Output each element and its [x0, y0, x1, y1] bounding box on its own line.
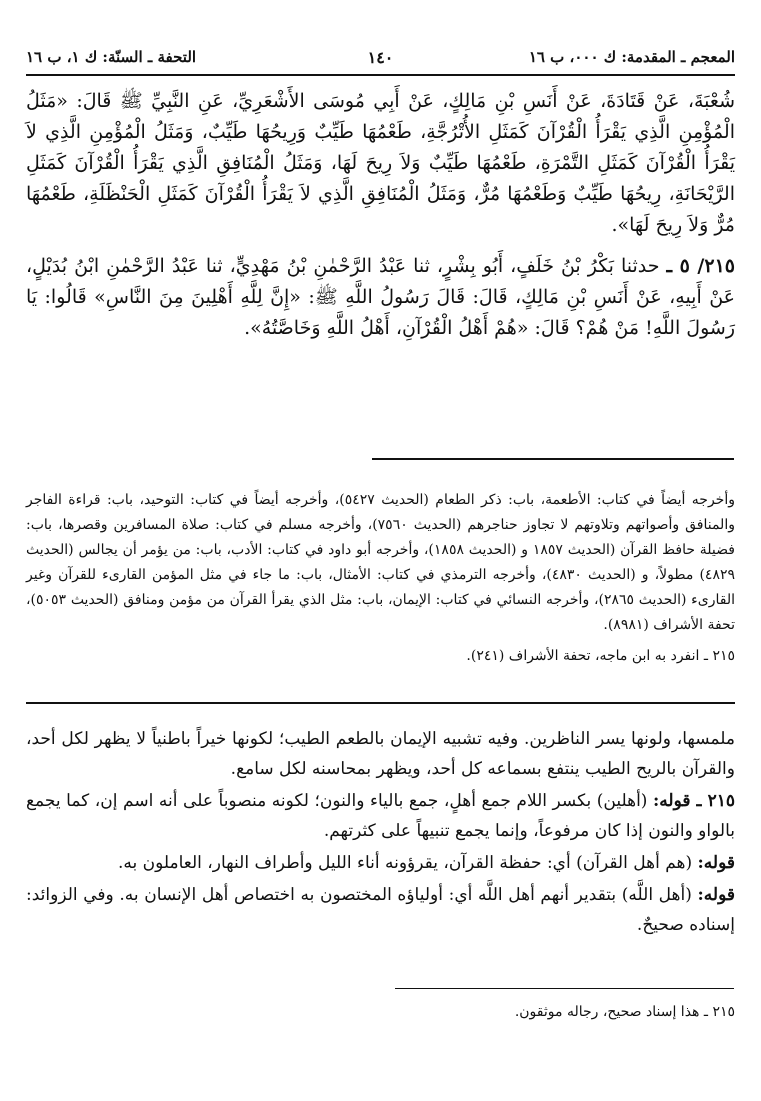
takhrij-footnote-215: ٢١٥ ـ انفرد به ابن ماجه، تحفة الأشراف (٢٤١). — [466, 648, 735, 664]
commentary-paragraph — [26, 848, 735, 878]
hadith-number: ٢١٥/ ٥ ـ — [666, 255, 735, 277]
commentary — [26, 724, 735, 942]
zawaid-footnote-text: ٢١٥ ـ هذا إسناد صحيح، رجاله موثقون. — [514, 1004, 735, 1020]
footnote-divider — [372, 458, 734, 460]
page-number: ١٤٠ — [367, 48, 394, 67]
commentary-text: (أهلين) بكسر اللام جمع أهلٍ، جمع بالياء والنون؛ لكونه منصوباً على أنه اسم إن، كما يجمع بالواو والنون إذا كان مرفوعاً، وإنما يجمع تنبيهاً على كثرتهم. — [26, 791, 735, 841]
takhrij-footnote: وأخرجه أيضاً في كتاب: الأطعمة، باب: ذكر الطعام (الحديث ٥٤٢٧)، وأخرجه أيضاً في كتاب: التوحيد، باب: قراءة الفاجر والمنافق وأصواتهم وتلاوتهم لا تجاوز حناجرهم (الحديث ٧٥٦٠)، وأخرجه مسلم في كتاب: صلاة المسافرين وقصرها، باب: فضيلة حافظ القرآن (الحديث ١٨٥٧ و (الحديث ١٨٥٨)، وأخرجه أبو داود في كتاب: الأدب، باب: من يؤمر أن يجالس (الحديث ٤٨٢٩) مطولاً، و (الحديث ٤٨٣٠)، وأخرجه الترمذي في كتاب: الأمثال، باب: ما جاء في مثل المؤمن القارىء للقرآن وغير القارىء (الحديث ٢٨٦٥)، وأخرجه النسائي في كتاب: الإيمان، باب: مثل الذي يقرأ القرآن من مؤمن ومنافق (الحديث ٥٠٥٣)، تحفة الأشراف (٨٩٨١). — [26, 492, 735, 633]
hadith-paragraph-215 — [26, 251, 735, 344]
commentary-label: ٢١٥ ـ قوله: — [653, 791, 736, 811]
commentary-label: قوله: — [697, 885, 736, 905]
section-divider — [26, 702, 735, 704]
zawaid-footnote — [26, 1000, 735, 1024]
hadith-paragraph-continued: شُعْبَةَ، عَنْ قَتَادَةَ، عَنْ أَنَسِ بْنِ مَالِكٍ، عَنْ أَبِي مُوسَى الأَشْعَرِيِّ، عَنِ النَّبِيِّ ﷺ قَالَ: «مَثَلُ الْمُؤْمِنِ الَّذِي يَقْرَأُ الْقُرْآنَ كَمَثَلِ الأُتْرُجَّةِ، طَعْمُهَا طَيِّبٌ وَرِيحُهَا طَيِّبٌ، وَمَثَلُ الْمُؤْمِنِ الَّذِي لاَ يَقْرَأُ الْقُرْآنَ كَمَثَلِ التَّمْرَةِ، طَعْمُهَا طَيِّبٌ وَلاَ رِيحَ لَهَا، وَمَثَلُ الْمُنَافِقِ الَّذِي يَقْرَأُ الْقُرْآنَ كَمَثَلِ الرَّيْحَانَةِ، رِيحُهَا طَيِّبٌ وَطَعْمُهَا مُرٌّ، وَمَثَلُ الْمُنَافِقِ الَّذِي لاَ يَقْرَأُ الْقُرْآنَ كَمَثَلِ الْحَنْظَلَةِ، طَعْمُهَا مُرٌّ وَلاَ رِيحَ لَهَا». — [26, 90, 735, 236]
takhrij-footnotes — [26, 488, 735, 675]
header-right-reference: المعجم ـ المقدمة: ك ٠٠٠، ب ١٦ — [528, 48, 735, 66]
running-header — [26, 44, 735, 76]
commentary-label: قوله: — [697, 853, 735, 873]
commentary-text: (أهل اللَّه) بتقدير أنهم أهل اللَّه أي: أولياؤه المختصون به اختصاص أهل الإنسان به. وفي الزوائد: إسناده صحيحٌ. — [26, 885, 735, 935]
commentary-text: (هم أهل القرآن) أي: حفظة القرآن، يقرؤونه أناء الليل وأطراف النهار، العاملون به. — [117, 853, 693, 873]
commentary-paragraph — [26, 786, 735, 846]
commentary-paragraph — [26, 880, 735, 940]
header-left-reference: التحفة ـ السنّة: ك ١، ب ١٦ — [26, 48, 197, 66]
bottom-footnote-divider — [395, 988, 734, 989]
hadith-body: حدثنا بَكْرُ بْنُ خَلَفٍ، أَبُو بِشْرٍ، ثنا عَبْدُ الرَّحْمٰنِ بْنُ مَهْدِيٍّ، ثنا عَبْدُ الرَّحْمٰنِ ابْنُ بُدَيْلٍ، عَنْ أَبِيهِ، عَنْ أَنَسِ بْنِ مَالِكٍ، قَالَ: قَالَ رَسُولُ اللَّهِ ﷺ: «إِنَّ لِلَّهِ أَهْلِينَ مِنَ النَّاسِ» قَالُوا: يَا رَسُولَ اللَّهِ! مَنْ هُمْ؟ قَالَ: «هُمْ أَهْلُ الْقُرْآنِ، أَهْلُ اللَّهِ وَخَاصَّتُهُ». — [26, 255, 736, 339]
commentary-paragraph: ملمسها، ولونها يسر الناظرين. وفيه تشبيه الإيمان بالطعم الطيب؛ لكونها خيراً باطنياً لا يظهر لكل أحد، والقرآن بالريح الطيب ينتفع بسماعه كل أحد، ويظهر بمحاسنه لكل سامع. — [26, 729, 735, 779]
hadith-text — [26, 86, 735, 354]
